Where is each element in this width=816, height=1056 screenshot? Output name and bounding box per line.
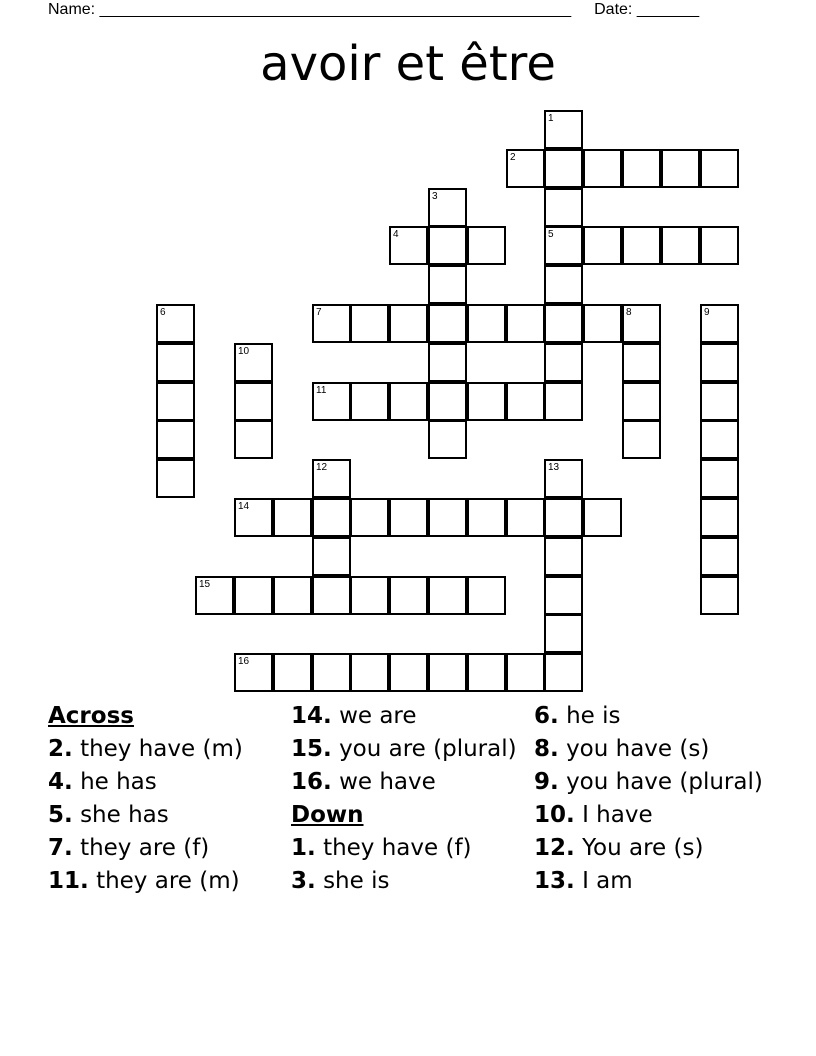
clue-number: 11 (316, 385, 327, 396)
clue-number: 2 (510, 152, 516, 163)
crossword-cell[interactable] (583, 304, 622, 343)
clue-item (291, 768, 523, 796)
clue-number: 12. (534, 835, 575, 861)
crossword-cell[interactable] (350, 382, 389, 421)
crossword-cell[interactable] (622, 149, 661, 188)
crossword-cell[interactable] (467, 498, 506, 537)
date-field[interactable]: _______ (636, 1, 700, 18)
clue-text: they have (f) (323, 835, 472, 861)
clue-number: 1 (548, 113, 554, 124)
clue-number: 7 (316, 307, 322, 318)
crossword-cell[interactable] (622, 382, 661, 421)
crossword-cell[interactable] (312, 576, 351, 615)
clue-list (48, 702, 778, 942)
crossword-cell[interactable] (467, 653, 506, 692)
crossword-cell[interactable] (195, 576, 234, 615)
crossword-cell[interactable] (544, 110, 583, 149)
crossword-cell[interactable] (700, 226, 739, 265)
crossword-cell[interactable] (156, 382, 195, 421)
crossword-cell[interactable] (544, 576, 583, 615)
clue-item (534, 801, 766, 829)
clue-number: 1. (291, 835, 316, 861)
crossword-cell[interactable] (622, 420, 661, 459)
clue-number: 6 (160, 307, 166, 318)
crossword-cell[interactable] (156, 304, 195, 343)
clue-text: we have (339, 769, 436, 795)
crossword-cell[interactable] (428, 304, 467, 343)
crossword-cell[interactable] (544, 382, 583, 421)
crossword-cell[interactable] (234, 576, 273, 615)
crossword-cell[interactable] (544, 226, 583, 265)
clue-text: I have (582, 802, 653, 828)
crossword-cell[interactable] (428, 576, 467, 615)
clue-item (534, 768, 766, 796)
crossword-cell[interactable] (428, 226, 467, 265)
crossword-cell[interactable] (428, 343, 467, 382)
crossword-cell[interactable] (544, 498, 583, 537)
clue-number: 16 (238, 656, 250, 667)
crossword-cell[interactable] (389, 498, 428, 537)
crossword-cell[interactable] (467, 304, 506, 343)
clue-number: 7. (48, 835, 73, 861)
clue-text: we are (339, 703, 417, 729)
crossword-cell[interactable] (700, 420, 739, 459)
crossword-cell[interactable] (700, 459, 739, 498)
clue-item (48, 801, 280, 829)
clue-item (48, 834, 280, 862)
clue-number: 13 (548, 462, 560, 473)
clue-text: You are (s) (582, 835, 704, 861)
clue-number: 2. (48, 736, 73, 762)
clue-number: 10. (534, 802, 575, 828)
clue-number: 5 (548, 229, 554, 240)
clue-item (48, 735, 280, 763)
crossword-cell[interactable] (428, 188, 467, 227)
clue-number: 4. (48, 769, 73, 795)
crossword-cell[interactable] (700, 498, 739, 537)
crossword-cell[interactable] (544, 265, 583, 304)
clue-number: 14 (238, 501, 250, 512)
crossword-cell[interactable] (544, 188, 583, 227)
clue-number: 9. (534, 769, 559, 795)
clue-text: you have (plural) (566, 769, 763, 795)
crossword-cell[interactable] (583, 149, 622, 188)
name-label: Name: (48, 1, 96, 18)
crossword-cell[interactable] (700, 537, 739, 576)
crossword-cell[interactable] (156, 459, 195, 498)
clue-number: 10 (238, 346, 250, 357)
crossword-cell[interactable] (700, 382, 739, 421)
crossword-cell[interactable] (389, 382, 428, 421)
clue-number: 15. (291, 736, 332, 762)
crossword-cell[interactable] (700, 149, 739, 188)
crossword-cell[interactable] (234, 382, 273, 421)
clue-number: 4 (393, 229, 399, 240)
crossword-cell[interactable] (234, 420, 273, 459)
crossword-cell[interactable] (428, 265, 467, 304)
crossword-cell[interactable] (428, 498, 467, 537)
crossword-cell[interactable] (544, 537, 583, 576)
crossword-cell[interactable] (312, 498, 351, 537)
clue-item (291, 834, 523, 862)
crossword-cell[interactable] (583, 226, 622, 265)
down-clues (291, 834, 523, 895)
crossword-cell[interactable] (312, 459, 351, 498)
clue-number: 8. (534, 736, 559, 762)
clue-column-1 (48, 702, 280, 900)
crossword-cell[interactable] (544, 304, 583, 343)
crossword-cell[interactable] (622, 226, 661, 265)
clue-number: 11. (48, 868, 89, 894)
crossword-cell[interactable] (544, 343, 583, 382)
clue-text: she has (80, 802, 169, 828)
clue-text: I am (582, 868, 633, 894)
date-label: Date: (594, 1, 633, 18)
clue-text: she is (323, 868, 390, 894)
crossword-cell[interactable] (312, 304, 351, 343)
crossword-cell[interactable] (700, 576, 739, 615)
clue-number: 6. (534, 703, 559, 729)
crossword-cell[interactable] (544, 614, 583, 653)
crossword-cell[interactable] (661, 149, 700, 188)
crossword-cell[interactable] (544, 459, 583, 498)
clue-text: they are (m) (96, 868, 240, 894)
crossword-cell[interactable] (428, 420, 467, 459)
crossword-cell[interactable] (350, 576, 389, 615)
crossword-cell[interactable] (544, 149, 583, 188)
clue-number: 5. (48, 802, 73, 828)
clue-item (534, 867, 766, 895)
crossword-cell[interactable] (156, 420, 195, 459)
crossword-cell[interactable] (312, 537, 351, 576)
crossword-cell[interactable] (506, 653, 545, 692)
clue-item (48, 768, 280, 796)
page-title: avoir et être (260, 36, 556, 92)
crossword-cell[interactable] (622, 304, 661, 343)
crossword-cell[interactable] (350, 304, 389, 343)
clue-item (534, 735, 766, 763)
crossword-cell[interactable] (273, 653, 312, 692)
crossword-cell[interactable] (506, 498, 545, 537)
crossword-cell[interactable] (312, 382, 351, 421)
clue-number: 15 (199, 579, 211, 590)
clue-number: 12 (316, 462, 328, 473)
crossword-cell[interactable] (467, 576, 506, 615)
clue-text: he is (566, 703, 621, 729)
crossword-cell[interactable] (700, 304, 739, 343)
crossword-cell[interactable] (544, 653, 583, 692)
crossword-cell[interactable] (312, 653, 351, 692)
crossword-cell[interactable] (273, 498, 312, 537)
clue-number: 3 (432, 191, 438, 202)
clue-column-3 (534, 702, 766, 900)
crossword-cell[interactable] (156, 343, 195, 382)
clue-number: 14. (291, 703, 332, 729)
clue-number: 9 (704, 307, 710, 318)
clue-item (291, 735, 523, 763)
clue-text: you have (s) (566, 736, 710, 762)
crossword-cell[interactable] (234, 498, 273, 537)
clue-text: you are (plural) (339, 736, 517, 762)
across-clues-continued (291, 702, 523, 796)
crossword-cell[interactable] (622, 343, 661, 382)
crossword-cell[interactable] (506, 382, 545, 421)
crossword-cell[interactable] (583, 498, 622, 537)
crossword-cell[interactable] (467, 382, 506, 421)
crossword-cell[interactable] (389, 226, 428, 265)
across-heading: Across (48, 703, 134, 729)
clue-number: 3. (291, 868, 316, 894)
crossword-cell[interactable] (661, 226, 700, 265)
crossword-cell[interactable] (234, 653, 273, 692)
clue-item (48, 867, 280, 895)
crossword-cell[interactable] (273, 576, 312, 615)
clue-number: 8 (626, 307, 632, 318)
crossword-cell[interactable] (506, 304, 545, 343)
down-heading: Down (291, 802, 364, 828)
crossword-cell[interactable] (428, 382, 467, 421)
crossword-cell[interactable] (389, 653, 428, 692)
crossword-cell[interactable] (350, 653, 389, 692)
clue-item (291, 702, 523, 730)
clue-number: 16. (291, 769, 332, 795)
clue-item (534, 702, 766, 730)
crossword-cell[interactable] (389, 304, 428, 343)
crossword-cell[interactable] (467, 226, 506, 265)
clue-column-2 (291, 702, 523, 900)
clue-text: they have (m) (80, 736, 243, 762)
name-field[interactable]: _____________________________________________________ (99, 1, 572, 18)
clue-text: he has (80, 769, 157, 795)
clue-text: they are (f) (80, 835, 210, 861)
clue-number: 13. (534, 868, 575, 894)
crossword-cell[interactable] (700, 343, 739, 382)
crossword-cell[interactable] (234, 343, 273, 382)
crossword-cell[interactable] (428, 653, 467, 692)
clue-item (291, 867, 523, 895)
clue-item (534, 834, 766, 862)
crossword-cell[interactable] (389, 576, 428, 615)
crossword-cell[interactable] (506, 149, 545, 188)
crossword-cell[interactable] (350, 498, 389, 537)
